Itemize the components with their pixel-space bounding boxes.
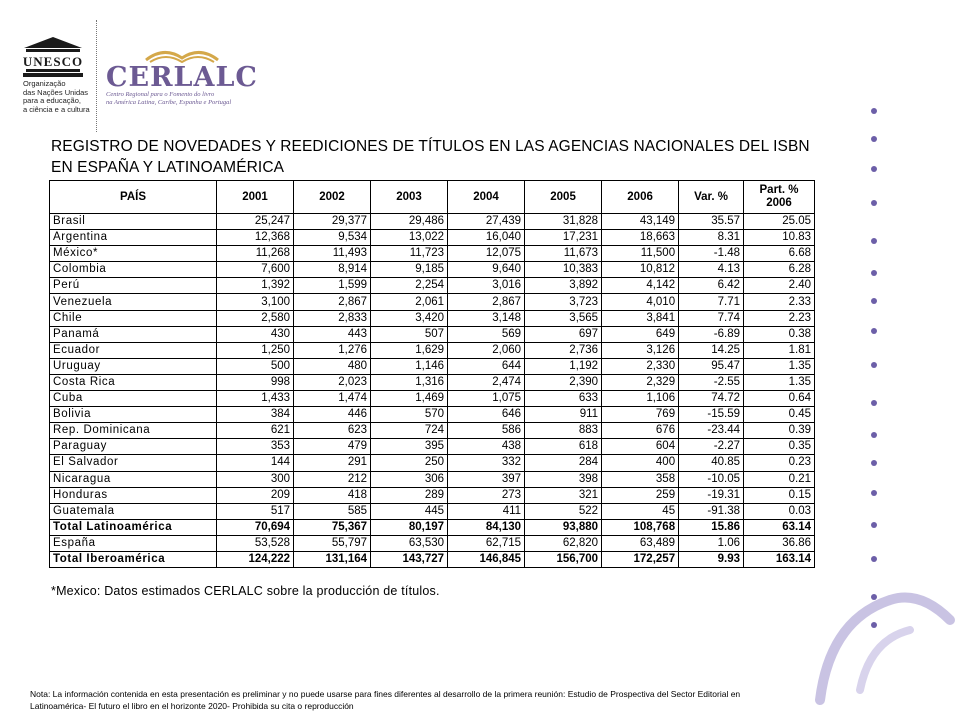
table-header-row bbox=[50, 181, 815, 214]
country-cell: Cuba bbox=[50, 391, 217, 407]
value-cell: 284 bbox=[525, 455, 602, 471]
value-cell: 633 bbox=[525, 391, 602, 407]
value-cell: 358 bbox=[602, 471, 679, 487]
value-cell: -10.05 bbox=[679, 471, 744, 487]
value-cell: 11,500 bbox=[602, 246, 679, 262]
value-cell: 4,142 bbox=[602, 278, 679, 294]
value-cell: 3,841 bbox=[602, 310, 679, 326]
value-cell: 430 bbox=[217, 326, 294, 342]
value-cell: 445 bbox=[371, 503, 448, 519]
value-cell: 1,192 bbox=[525, 358, 602, 374]
value-cell: 618 bbox=[525, 439, 602, 455]
value-cell: -23.44 bbox=[679, 423, 744, 439]
table-row bbox=[50, 310, 815, 326]
logo-divider bbox=[96, 20, 97, 132]
country-cell: México* bbox=[50, 246, 217, 262]
value-cell: 8.31 bbox=[679, 230, 744, 246]
country-cell: España bbox=[50, 535, 217, 551]
value-cell: 2.40 bbox=[744, 278, 815, 294]
value-cell: 0.45 bbox=[744, 407, 815, 423]
value-cell: 8,914 bbox=[294, 262, 371, 278]
value-cell: 63,489 bbox=[602, 535, 679, 551]
value-cell: 644 bbox=[448, 358, 525, 374]
value-cell: 29,377 bbox=[294, 214, 371, 230]
value-cell: 1,075 bbox=[448, 391, 525, 407]
value-cell: 676 bbox=[602, 423, 679, 439]
value-cell: 11,268 bbox=[217, 246, 294, 262]
value-cell: 43,149 bbox=[602, 214, 679, 230]
value-cell: 697 bbox=[525, 326, 602, 342]
value-cell: 63.14 bbox=[744, 519, 815, 535]
value-cell: 446 bbox=[294, 407, 371, 423]
value-cell: 1.81 bbox=[744, 342, 815, 358]
country-cell: Perú bbox=[50, 278, 217, 294]
header-2006: 2006 bbox=[602, 181, 679, 214]
country-cell: Total Latinoamérica bbox=[50, 519, 217, 535]
value-cell: 53,528 bbox=[217, 535, 294, 551]
value-cell: 163.14 bbox=[744, 551, 815, 567]
table-row bbox=[50, 487, 815, 503]
value-cell: 604 bbox=[602, 439, 679, 455]
value-cell: 4.13 bbox=[679, 262, 744, 278]
bullet-dot bbox=[871, 108, 877, 114]
value-cell: 0.39 bbox=[744, 423, 815, 439]
value-cell: -15.59 bbox=[679, 407, 744, 423]
value-cell: 0.64 bbox=[744, 391, 815, 407]
value-cell: 291 bbox=[294, 455, 371, 471]
value-cell: 522 bbox=[525, 503, 602, 519]
value-cell: 259 bbox=[602, 487, 679, 503]
value-cell: 0.35 bbox=[744, 439, 815, 455]
table-row bbox=[50, 262, 815, 278]
table-row bbox=[50, 246, 815, 262]
value-cell: 3,126 bbox=[602, 342, 679, 358]
table-row bbox=[50, 471, 815, 487]
value-cell: 9,640 bbox=[448, 262, 525, 278]
value-cell: 250 bbox=[371, 455, 448, 471]
value-cell: 646 bbox=[448, 407, 525, 423]
value-cell: 2.33 bbox=[744, 294, 815, 310]
value-cell: 2.23 bbox=[744, 310, 815, 326]
value-cell: 1.35 bbox=[744, 358, 815, 374]
value-cell: 95.47 bbox=[679, 358, 744, 374]
country-cell: Venezuela bbox=[50, 294, 217, 310]
value-cell: 62,820 bbox=[525, 535, 602, 551]
bullet-dot bbox=[871, 460, 877, 466]
value-cell: 998 bbox=[217, 374, 294, 390]
value-cell: 35.57 bbox=[679, 214, 744, 230]
value-cell: 649 bbox=[602, 326, 679, 342]
value-cell: 2,061 bbox=[371, 294, 448, 310]
table-row bbox=[50, 294, 815, 310]
value-cell: 306 bbox=[371, 471, 448, 487]
country-cell: Total Iberoamérica bbox=[50, 551, 217, 567]
country-cell: Uruguay bbox=[50, 358, 217, 374]
value-cell: 1.06 bbox=[679, 535, 744, 551]
value-cell: 569 bbox=[448, 326, 525, 342]
country-cell: Brasil bbox=[50, 214, 217, 230]
value-cell: 289 bbox=[371, 487, 448, 503]
value-cell: 480 bbox=[294, 358, 371, 374]
country-cell: Ecuador bbox=[50, 342, 217, 358]
value-cell: 7.74 bbox=[679, 310, 744, 326]
value-cell: 585 bbox=[294, 503, 371, 519]
value-cell: 3,016 bbox=[448, 278, 525, 294]
value-cell: 3,420 bbox=[371, 310, 448, 326]
isbn-registry-table bbox=[49, 180, 815, 568]
country-cell: Honduras bbox=[50, 487, 217, 503]
value-cell: 146,845 bbox=[448, 551, 525, 567]
value-cell: 273 bbox=[448, 487, 525, 503]
value-cell: 724 bbox=[371, 423, 448, 439]
value-cell: 172,257 bbox=[602, 551, 679, 567]
value-cell: 75,367 bbox=[294, 519, 371, 535]
value-cell: 9.93 bbox=[679, 551, 744, 567]
value-cell: 6.68 bbox=[744, 246, 815, 262]
value-cell: 3,723 bbox=[525, 294, 602, 310]
value-cell: 29,486 bbox=[371, 214, 448, 230]
table-row bbox=[50, 535, 815, 551]
value-cell: 883 bbox=[525, 423, 602, 439]
country-cell: Paraguay bbox=[50, 439, 217, 455]
value-cell: 45 bbox=[602, 503, 679, 519]
header-country: PAÍS bbox=[50, 181, 217, 214]
value-cell: 2,254 bbox=[371, 278, 448, 294]
value-cell: 1,392 bbox=[217, 278, 294, 294]
table-row bbox=[50, 551, 815, 567]
country-cell: Chile bbox=[50, 310, 217, 326]
value-cell: 2,867 bbox=[294, 294, 371, 310]
header-share: Part. % 2006 bbox=[744, 181, 815, 214]
bullet-dot bbox=[871, 166, 877, 172]
value-cell: 321 bbox=[525, 487, 602, 503]
page-title: REGISTRO DE NOVEDADES Y REEDICIONES DE TÍTULOS EN LAS AGENCIAS NACIONALES DEL ISBN EN ESPAÑA Y LATINOAMÉRICA bbox=[51, 138, 810, 176]
value-cell: 11,493 bbox=[294, 246, 371, 262]
value-cell: 209 bbox=[217, 487, 294, 503]
value-cell: 25.05 bbox=[744, 214, 815, 230]
value-cell: -1.48 bbox=[679, 246, 744, 262]
value-cell: 93,880 bbox=[525, 519, 602, 535]
value-cell: 1,106 bbox=[602, 391, 679, 407]
value-cell: 40.85 bbox=[679, 455, 744, 471]
value-cell: 13,022 bbox=[371, 230, 448, 246]
value-cell: 1,474 bbox=[294, 391, 371, 407]
bullet-dot bbox=[871, 328, 877, 334]
value-cell: 0.23 bbox=[744, 455, 815, 471]
value-cell: 411 bbox=[448, 503, 525, 519]
value-cell: 332 bbox=[448, 455, 525, 471]
bullet-dot bbox=[871, 400, 877, 406]
value-cell: 124,222 bbox=[217, 551, 294, 567]
value-cell: 14.25 bbox=[679, 342, 744, 358]
value-cell: 143,727 bbox=[371, 551, 448, 567]
value-cell: 1,276 bbox=[294, 342, 371, 358]
value-cell: 0.15 bbox=[744, 487, 815, 503]
value-cell: 517 bbox=[217, 503, 294, 519]
table-row bbox=[50, 407, 815, 423]
value-cell: 2,867 bbox=[448, 294, 525, 310]
value-cell: 15.86 bbox=[679, 519, 744, 535]
bullet-dot bbox=[871, 136, 877, 142]
bullet-dot bbox=[871, 362, 877, 368]
header-2002: 2002 bbox=[294, 181, 371, 214]
value-cell: -91.38 bbox=[679, 503, 744, 519]
bullet-dot bbox=[871, 298, 877, 304]
value-cell: 84,130 bbox=[448, 519, 525, 535]
cerlalc-subtitle: Centro Regional para o Fomento do livro na América Latina, Caribe, Espanha e Portugal bbox=[106, 91, 232, 106]
value-cell: 55,797 bbox=[294, 535, 371, 551]
bullet-dot bbox=[871, 490, 877, 496]
disclaimer-note: Nota: La información contenida en esta presentación es preliminar y no puede usarse para fines diferentes al desarrollo de la primera reunión: Estudio de Prospectiva del Sector Editorial en Latinoamérica- El futuro el libro en el horizonte 2020- Prohibida su cita o reproducción bbox=[30, 689, 741, 711]
cerlalc-wordmark: CERLALC bbox=[106, 62, 258, 93]
table-row bbox=[50, 342, 815, 358]
value-cell: 1,599 bbox=[294, 278, 371, 294]
value-cell: 31,828 bbox=[525, 214, 602, 230]
table-row bbox=[50, 230, 815, 246]
value-cell: 10,812 bbox=[602, 262, 679, 278]
value-cell: 11,673 bbox=[525, 246, 602, 262]
value-cell: 70,694 bbox=[217, 519, 294, 535]
country-cell: Argentina bbox=[50, 230, 217, 246]
table-row bbox=[50, 423, 815, 439]
value-cell: 74.72 bbox=[679, 391, 744, 407]
bullet-dot bbox=[871, 432, 877, 438]
table-footnote: *Mexico: Datos estimados CERLALC sobre la producción de títulos. bbox=[51, 584, 440, 598]
value-cell: 570 bbox=[371, 407, 448, 423]
bullet-dot bbox=[871, 522, 877, 528]
value-cell: 2,329 bbox=[602, 374, 679, 390]
value-cell: 17,231 bbox=[525, 230, 602, 246]
value-cell: 438 bbox=[448, 439, 525, 455]
value-cell: 63,530 bbox=[371, 535, 448, 551]
value-cell: 353 bbox=[217, 439, 294, 455]
value-cell: 25,247 bbox=[217, 214, 294, 230]
value-cell: 1.35 bbox=[744, 374, 815, 390]
table-row bbox=[50, 439, 815, 455]
value-cell: 1,629 bbox=[371, 342, 448, 358]
country-cell: El Salvador bbox=[50, 455, 217, 471]
country-cell: Nicaragua bbox=[50, 471, 217, 487]
value-cell: 18,663 bbox=[602, 230, 679, 246]
table-row bbox=[50, 278, 815, 294]
value-cell: 0.21 bbox=[744, 471, 815, 487]
header-2001: 2001 bbox=[217, 181, 294, 214]
value-cell: 911 bbox=[525, 407, 602, 423]
table-row bbox=[50, 374, 815, 390]
value-cell: 418 bbox=[294, 487, 371, 503]
table-row bbox=[50, 326, 815, 342]
value-cell: 0.03 bbox=[744, 503, 815, 519]
value-cell: 4,010 bbox=[602, 294, 679, 310]
value-cell: 2,580 bbox=[217, 310, 294, 326]
value-cell: 2,833 bbox=[294, 310, 371, 326]
table-row bbox=[50, 519, 815, 535]
value-cell: 2,330 bbox=[602, 358, 679, 374]
country-cell: Guatemala bbox=[50, 503, 217, 519]
value-cell: 108,768 bbox=[602, 519, 679, 535]
table-row bbox=[50, 391, 815, 407]
value-cell: 1,469 bbox=[371, 391, 448, 407]
value-cell: 6.28 bbox=[744, 262, 815, 278]
value-cell: 36.86 bbox=[744, 535, 815, 551]
value-cell: 507 bbox=[371, 326, 448, 342]
value-cell: 212 bbox=[294, 471, 371, 487]
value-cell: 156,700 bbox=[525, 551, 602, 567]
country-cell: Panamá bbox=[50, 326, 217, 342]
value-cell: 16,040 bbox=[448, 230, 525, 246]
value-cell: 3,148 bbox=[448, 310, 525, 326]
value-cell: 621 bbox=[217, 423, 294, 439]
country-cell: Bolivia bbox=[50, 407, 217, 423]
table-row bbox=[50, 503, 815, 519]
unesco-caption: Organização das Nações Unidas para a educação, a ciência e a cultura bbox=[23, 79, 90, 114]
value-cell: 398 bbox=[525, 471, 602, 487]
value-cell: 80,197 bbox=[371, 519, 448, 535]
value-cell: 10.83 bbox=[744, 230, 815, 246]
value-cell: 586 bbox=[448, 423, 525, 439]
bullet-dot bbox=[871, 238, 877, 244]
value-cell: 400 bbox=[602, 455, 679, 471]
value-cell: 7,600 bbox=[217, 262, 294, 278]
value-cell: 1,250 bbox=[217, 342, 294, 358]
value-cell: 1,433 bbox=[217, 391, 294, 407]
svg-text:UNESCO: UNESCO bbox=[22, 54, 84, 69]
value-cell: 12,368 bbox=[217, 230, 294, 246]
value-cell: 10,383 bbox=[525, 262, 602, 278]
header-variation: Var. % bbox=[679, 181, 744, 214]
decorative-swirl bbox=[800, 560, 960, 720]
value-cell: 2,390 bbox=[525, 374, 602, 390]
value-cell: 11,723 bbox=[371, 246, 448, 262]
value-cell: 2,736 bbox=[525, 342, 602, 358]
value-cell: 2,060 bbox=[448, 342, 525, 358]
table-row bbox=[50, 358, 815, 374]
value-cell: -2.55 bbox=[679, 374, 744, 390]
bullet-dot bbox=[871, 270, 877, 276]
unesco-temple-logo bbox=[22, 36, 84, 78]
value-cell: 300 bbox=[217, 471, 294, 487]
value-cell: 7.71 bbox=[679, 294, 744, 310]
value-cell: 3,565 bbox=[525, 310, 602, 326]
value-cell: 479 bbox=[294, 439, 371, 455]
table-row bbox=[50, 214, 815, 230]
value-cell: 62,715 bbox=[448, 535, 525, 551]
value-cell: 6.42 bbox=[679, 278, 744, 294]
country-cell: Rep. Dominicana bbox=[50, 423, 217, 439]
value-cell: 395 bbox=[371, 439, 448, 455]
value-cell: 500 bbox=[217, 358, 294, 374]
table-row bbox=[50, 455, 815, 471]
value-cell: 27,439 bbox=[448, 214, 525, 230]
value-cell: 1,146 bbox=[371, 358, 448, 374]
value-cell: 0.38 bbox=[744, 326, 815, 342]
value-cell: 144 bbox=[217, 455, 294, 471]
value-cell: 397 bbox=[448, 471, 525, 487]
value-cell: 131,164 bbox=[294, 551, 371, 567]
value-cell: -2.27 bbox=[679, 439, 744, 455]
value-cell: 623 bbox=[294, 423, 371, 439]
value-cell: -6.89 bbox=[679, 326, 744, 342]
country-cell: Costa Rica bbox=[50, 374, 217, 390]
value-cell: 9,185 bbox=[371, 262, 448, 278]
value-cell: 2,023 bbox=[294, 374, 371, 390]
bullet-dot bbox=[871, 200, 877, 206]
header-2003: 2003 bbox=[371, 181, 448, 214]
value-cell: 3,100 bbox=[217, 294, 294, 310]
country-cell: Colombia bbox=[50, 262, 217, 278]
decorative-dots bbox=[868, 100, 884, 640]
header-2005: 2005 bbox=[525, 181, 602, 214]
header-2004: 2004 bbox=[448, 181, 525, 214]
value-cell: 3,892 bbox=[525, 278, 602, 294]
value-cell: 1,316 bbox=[371, 374, 448, 390]
value-cell: 12,075 bbox=[448, 246, 525, 262]
value-cell: 2,474 bbox=[448, 374, 525, 390]
value-cell: 9,534 bbox=[294, 230, 371, 246]
value-cell: 769 bbox=[602, 407, 679, 423]
value-cell: -19.31 bbox=[679, 487, 744, 503]
value-cell: 443 bbox=[294, 326, 371, 342]
value-cell: 384 bbox=[217, 407, 294, 423]
